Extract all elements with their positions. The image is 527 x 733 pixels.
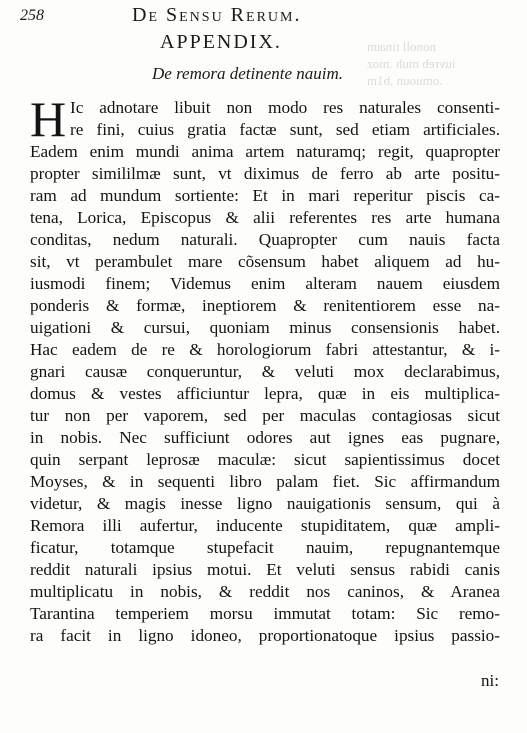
text-line: ponderis & formæ, ineptiorem & renitentiorem esse na- — [30, 296, 500, 315]
text-line: reddit naturali ipsius motui. Et veluti sensus rabidi canis — [30, 560, 500, 579]
text-line: gnari causæ conqueruntur, & veluti mox declarabimus, — [30, 362, 500, 381]
text-line: quin serpant leprosæ maculæ: sicut sapientissimus docet — [30, 450, 500, 469]
text-line: re fini, cuius gratia factæ sunt, sed etiam artificiales. — [70, 120, 500, 139]
text-line: Tarantina temperiem morsu immutat totam: Sic remo- — [30, 604, 500, 623]
text-line: tena, Lorica, Episcopus & alii referentes res arte humana — [30, 208, 500, 227]
section-title: APPENDIX. — [160, 31, 282, 53]
text-line: videtur, & magis inesse ligno nauigationis sensum, qui à — [30, 494, 500, 513]
page-header — [20, 4, 420, 26]
text-line: ram ad mundum sortiente: Et in mari reperitur piscis ca- — [30, 186, 500, 205]
text-line: conditas, nedum naturali. Quapropter cum nauis facta — [30, 230, 500, 249]
text-line: uigationi & cursui, quoniam minus consensionis habet. — [30, 318, 500, 337]
text-line: multiplicatu in nobis, & reddit nos caninos, & Aranea — [30, 582, 500, 601]
text-line: Hac eadem de re & horologiorum fabri attestantur, & i- — [30, 340, 500, 359]
text-line: Moyses, & in sequenti libro palam fiet. Sic affirmandum — [30, 472, 500, 491]
text-line: iusmodi finem; Videmus enim alteram nauem eiusdem — [30, 274, 500, 293]
drop-cap: H — [30, 91, 67, 147]
body-text — [30, 91, 500, 647]
text-line: domus & vestes afficiuntur lepra, quæ in eis multiplica- — [30, 384, 500, 403]
text-line: Remora illi aufertur, inducente stupiditatem, quæ ampli- — [30, 516, 500, 535]
text-line: ra facit in ligno idoneo, proportionatoque ipsius passio- — [30, 626, 500, 645]
text-line: in nobis. Nec sufficiunt odores aut ignes eas pugnare, — [30, 428, 500, 447]
catchword: ni: — [481, 671, 499, 690]
text-line: propter simililmæ sunt, vt diximus de ferro ab arte positu- — [30, 164, 500, 183]
text-line: sit, vt perambulet mare cõsensum habet aliquem ad hu- — [30, 252, 500, 271]
running-head: De Sensu Rerum. — [132, 4, 302, 26]
text-line: ficatur, totamque stupefacit nauim, repugnantemque — [30, 538, 500, 557]
page-number: 258 — [20, 7, 44, 24]
subtitle: De remora detinente nauim. — [152, 64, 344, 83]
text-line: tur non per vaporem, sed per maculas contagiosas sicut — [30, 406, 500, 425]
text-line: Ic adnotare libuit non modo res naturales consenti- — [70, 98, 500, 117]
bleed-through: nonoll tinaun iuvreb muh .moz .omuoun ,b1m — [367, 39, 456, 88]
text-line: Eadem enim mundi anima artem naturamq; regit, quapropter — [30, 142, 500, 161]
